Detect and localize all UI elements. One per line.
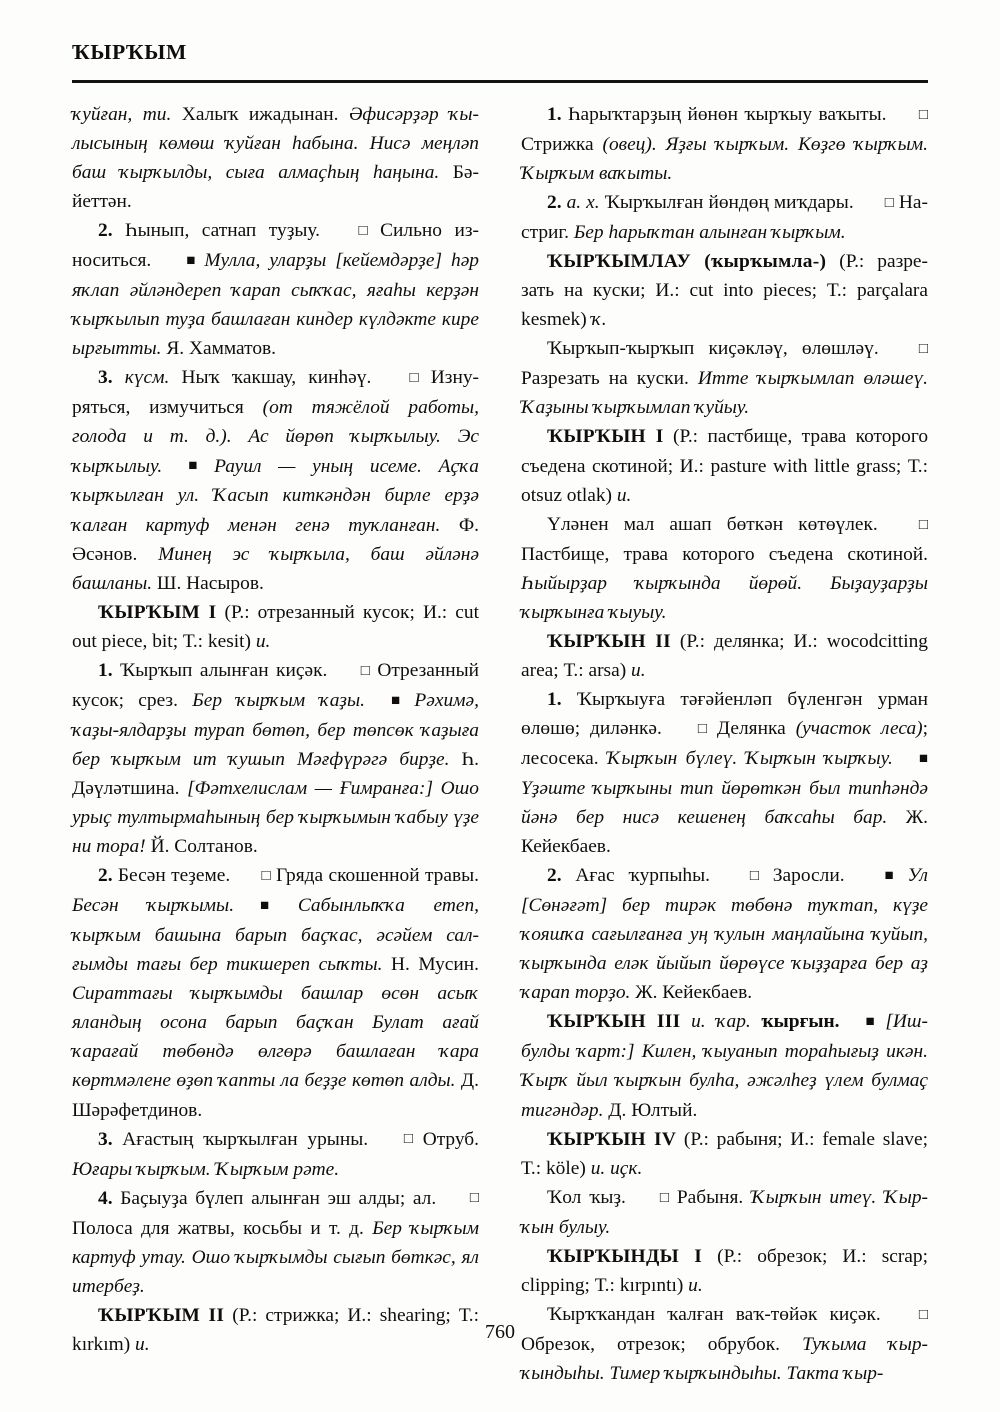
roman-text: (Р.: делянка; И.: wocodcitting area; Т.: arsa) <box>521 630 928 681</box>
dictionary-entry <box>521 1242 928 1300</box>
roman-text: Стрижка <box>521 133 603 155</box>
roman-text: Пастбище, трава которого съедена скотиной. <box>521 543 928 565</box>
roman-text: Ҡырҡыуға тәғәйенләп бүленгән урман өлөшө; диләнкә. <box>521 689 928 740</box>
roman-text: (Р.: разрезать на куски; И.: cut into pieces; Т.: parçalara kesmek) <box>521 251 928 331</box>
dictionary-sense <box>72 216 479 363</box>
roman-text: Үләнен мал ашап бөткән көтөүлек. <box>547 513 893 535</box>
roman-text: Бесән теҙеме. <box>112 865 236 887</box>
headword: ҠЫРҠЫН III <box>547 1011 681 1033</box>
italic-example-text: Ул [Сөнәғәт] бер тирәк төбөнә туҡтап, күҙе ҡояшҡа сағылғанға уң ҡулын маңлайына ҡуйып, ҡырҡында еләк йыйып йөрөүсе ҡыҙҙарға бер аҙ ҡарап торҙо. <box>521 865 928 1004</box>
dictionary-entry <box>521 627 928 685</box>
filled-square-marker-icon: ■ <box>390 692 401 709</box>
italic-example-text: ҡ. <box>591 309 607 331</box>
open-square-marker-icon: □ <box>918 106 928 123</box>
italic-example-text: ҡуйған, ти. <box>72 104 172 125</box>
italic-example-text: а. х. <box>561 192 600 214</box>
italic-example-text: Ҡырҡын бүлеү. Ҡырҡын ҡырҡыу. <box>606 748 893 770</box>
roman-text: Сильно износиться. <box>72 220 479 272</box>
roman-text: Й. Солтанов. <box>145 836 258 858</box>
sense-number: 2. <box>547 192 562 214</box>
sense-number: 1. <box>547 689 562 711</box>
headword: ҠЫРҠЫМ I <box>98 601 217 623</box>
roman-text: Полоса для жатвы, косьбы и т. д. <box>72 1217 373 1239</box>
roman-text: Д. Шәрәфетдинов. <box>72 1070 479 1121</box>
roman-text: Заросли. <box>758 865 859 887</box>
roman-text: Н. Мусин. <box>382 954 479 976</box>
italic-example-text: Мулла, уларҙы [кейемдәрҙе] һәр яҡлап әйләндереп ҡарап сыҡҡас, яғаһы керҙән ҡырҡылып туҙа башлаған киндер күлдәкте кире ырғытты. <box>72 250 479 360</box>
headword: ҠЫРҠЫНДЫ I <box>547 1245 703 1267</box>
italic-example-text: Һыйырҙар ҡырҡында йөрөй. Быҙауҙарҙы ҡырҡынға ҡыуыу. <box>521 572 928 623</box>
roman-text: Ҡырҡып-ҡырҡып киҫәкләү, өлөшләү. <box>547 338 893 360</box>
roman-text: Баҫыуҙа бүлеп алынған эш алды; ал. <box>112 1187 444 1209</box>
roman-text: Я. Хамматов. <box>161 338 277 360</box>
italic-example-text: Бесән ҡырҡымы. <box>72 895 235 917</box>
italic-example-text: күсм. <box>112 367 170 389</box>
italic-example-text: и. ҡар. <box>680 1011 751 1033</box>
roman-text: Ж. Кейекбаев. <box>630 982 753 1004</box>
open-square-marker-icon: □ <box>261 868 271 885</box>
filled-square-marker-icon: ■ <box>865 1014 875 1031</box>
headword: ҠЫРҠЫН II <box>547 630 671 652</box>
italic-example-text: [Фәтхелислам — Ғимранға:] Ошо урыҫ тултырмаһының бер ҡырҡымын ҡабыу үҙе ни тора! <box>72 777 479 858</box>
italic-example-text: Үҙәште ҡырҡыны тип йөрөткән был типһәндә йәнә бер нисә кешенең баҡсаһы бар. <box>521 777 928 829</box>
roman-text: Разрезать на куски. <box>521 368 698 390</box>
italic-example-text: и. <box>255 630 271 652</box>
italic-example-text: Бер һарыҡтан алынған ҡырҡым. <box>573 221 846 243</box>
sense-number: 2. <box>98 220 113 242</box>
dictionary-sense <box>72 1184 479 1301</box>
roman-text: ; лесосека. <box>521 718 928 770</box>
italic-example-text: [Ишбулды ҡарт:] Килен, ҡыуанып тораһығыҙ икән. Ҡырҡ йыл ҡырҡын булһа, әжәлһеҙ үлем булмаҫ тигәндәр. <box>521 1011 928 1121</box>
dictionary-definition <box>521 1300 928 1388</box>
italic-example-text: Бер ҡырҡым ҡаҙы. <box>192 689 365 711</box>
open-square-marker-icon: □ <box>918 341 928 358</box>
roman-text: Һ. Дәүләтшина. <box>72 748 479 799</box>
open-square-marker-icon: □ <box>360 662 370 679</box>
open-square-marker-icon: □ <box>409 370 419 387</box>
roman-text: Бәйеттән. <box>72 162 479 213</box>
italic-example-text: Ҡырҡын итеү. Ҡырҡын булыу. <box>521 1186 929 1238</box>
roman-text: Отрезанный кусок; срез. <box>72 659 479 711</box>
filled-square-marker-icon: ■ <box>186 253 196 270</box>
roman-text: Ф. Әсәнов. <box>72 514 480 565</box>
roman-text: (Р.: стрижка; И.: shearing; Т.: kırkım) <box>72 1304 479 1355</box>
roman-text: Рабыня. <box>668 1186 752 1208</box>
roman-text: Ҡырҡылған йөндөң миҡдары. <box>599 192 859 214</box>
italic-example-text: и. <box>616 484 632 506</box>
dictionary-entry <box>521 247 928 334</box>
sense-number: ҡырғын. <box>750 1011 840 1033</box>
roman-text: Ағас ҡурпыһы. <box>561 865 724 887</box>
italic-example-text: (от тяжёлой работы, голода и т. д.). Ас йөрөп ҡырҡылыу. Эс ҡырҡылыу. <box>72 397 479 477</box>
italic-example-text: и. иҫк. <box>590 1157 643 1179</box>
dictionary-sense <box>521 685 928 861</box>
left-column <box>72 100 479 1388</box>
right-column <box>521 100 928 1388</box>
roman-text: (Р.: отрезанный кусок; И.: cut out piece, bit; Т.: kesit) <box>72 601 479 652</box>
italic-example-text: Рауил — уның исеме. Аҫҡа ҡырҡылған ул. Ҡасып киткәндән бирле ерҙә ҡалған картуф менән генә туҡланған. <box>72 455 479 536</box>
roman-text: Д. Юлтый. <box>603 1099 698 1121</box>
headword: ҠЫРҠЫМЛАУ (ҡырҡымла-) <box>547 251 827 273</box>
italic-example-text: Итте ҡырҡымлап өләшеү. Ҡаҙыны ҡырҡымлап ҡуйыу. <box>521 368 928 419</box>
roman-text: Настриг. <box>521 192 928 243</box>
dictionary-sense <box>72 656 479 861</box>
dictionary-entry <box>521 1007 928 1124</box>
open-square-marker-icon: □ <box>469 1190 479 1207</box>
sense-number: 2. <box>547 865 562 887</box>
dictionary-sense <box>72 861 479 1124</box>
dictionary-sense <box>521 100 928 188</box>
page-number: 760 <box>485 1321 515 1343</box>
headword: ҠЫРҠЫН IV <box>547 1128 677 1150</box>
dictionary-definition <box>521 510 928 627</box>
italic-example-text: Әфисәрҙәр ҡылысының көмөш ҡуйған һабына. Нисә меңләп баш ҡырҡылды, сыға алмаҫһың һаңына. <box>72 104 479 184</box>
sense-number: 3. <box>98 367 113 389</box>
roman-text: Ныҡ ҡакшау, кинһәү. <box>169 367 384 389</box>
roman-text: Халыҡ ижадынан. <box>171 104 349 125</box>
dictionary-entry <box>521 1125 928 1183</box>
open-square-marker-icon: □ <box>358 223 368 240</box>
open-square-marker-icon: □ <box>918 1306 928 1323</box>
roman-text: Ҡырҡып алынған киҫәк. <box>112 659 335 681</box>
roman-text: Ж. Кейекбаев. <box>521 807 928 858</box>
filled-square-marker-icon: ■ <box>884 868 894 885</box>
roman-text: Делянка <box>706 718 796 740</box>
roman-text: Отруб. <box>412 1128 479 1150</box>
roman-text: Гряда скошенной травы. <box>270 865 479 887</box>
sense-number: 3. <box>98 1128 113 1150</box>
italic-example-text: Минең эс ҡырҡыла, баш әйләнә башланы. <box>72 543 480 594</box>
roman-text: Ҡол ҡыҙ. <box>547 1186 634 1208</box>
sense-number: 2. <box>98 865 113 887</box>
dictionary-definition <box>521 1183 928 1242</box>
text-columns <box>72 100 928 1388</box>
italic-example-text: (участок леса) <box>795 718 923 740</box>
roman-text: Ағастың ҡырҡылған урыны. <box>112 1128 378 1150</box>
open-square-marker-icon: □ <box>697 720 707 737</box>
italic-example-text: Сабынлыҡҡа етеп, ҡырҡым башына барып баҫҡас, әсәйем салғымды тағы бер тикшереп сыҡты. <box>72 895 479 976</box>
italic-example-text: Юғары ҡырҡым. Ҡырҡым рәте. <box>72 1158 340 1180</box>
roman-text: Изнуряться, измучиться <box>72 367 479 419</box>
filled-square-marker-icon: ■ <box>188 458 198 475</box>
open-square-marker-icon: □ <box>659 1189 669 1206</box>
header-rule <box>72 80 928 83</box>
italic-example-text: Туҡыма ҡырҡындыһы. Тимер ҡырҡындыһы. Такта ҡыр- <box>521 1333 929 1384</box>
roman-text: Һынып, сатнап туҙыу. <box>112 220 333 242</box>
open-square-marker-icon: □ <box>918 516 928 533</box>
roman-text: Ҡырҡҡандан ҡалған ваҡ-төйәк киҫәк. <box>547 1304 893 1326</box>
dictionary-sense <box>521 188 928 247</box>
italic-example-text: Рәхимә, ҡаҙы-ялдарҙы турап бөтөп, бер төпсөк ҡаҙыға бер ҡырҡым ит ҡушып Мәғфүрәгә бирҙе. <box>72 689 479 770</box>
sense-number: 1. <box>98 659 113 681</box>
italic-example-text: (овец). Яҙғы ҡырҡым. Көҙгө ҡырҡым. Ҡырҡым ваҡыты. <box>521 133 928 184</box>
italic-example-text: Сираттағы ҡырҡымды башлар өсөн асыҡ яландың осона барып баҫҡан Булат ағай ҡарағай төбөндә өлгөрә башлаған ҡара көртмәлене өҙөп ҡапты ла беҙҙе көтөп алды. <box>72 983 479 1092</box>
roman-text: (Р.: рабыня; И.: female slave; Т.: köle) <box>521 1128 928 1179</box>
roman-text: (Р.: пастбище, трава которого съедена скотиной; И.: pasture with little grass; Т.: otsuz otlak) <box>521 426 929 506</box>
headword: ҠЫРҠЫН I <box>547 426 664 448</box>
filled-square-marker-icon: ■ <box>260 897 270 914</box>
italic-example-text: и. <box>631 659 646 681</box>
page-running-head: ҠЫРҠЫМ <box>72 40 187 64</box>
roman-text: Һарыҡтарҙың йөнөн ҡырҡыу ваҡыты. <box>561 104 893 125</box>
open-square-marker-icon: □ <box>403 1131 413 1148</box>
dictionary-entry <box>72 598 479 656</box>
dictionary-continuation <box>72 100 479 216</box>
roman-text: (Р.: обрезок; И.: scrap; clipping; Т.: kırpıntı) <box>521 1245 928 1296</box>
dictionary-sense <box>72 1125 479 1184</box>
italic-example-text: и. <box>688 1274 703 1296</box>
roman-text: Ш. Насыров. <box>152 572 264 594</box>
open-square-marker-icon: □ <box>884 194 894 211</box>
headword: ҠЫРҠЫМ II <box>98 1304 225 1326</box>
filled-square-marker-icon: ■ <box>918 750 928 767</box>
dictionary-sense <box>521 861 928 1007</box>
sense-number: 4. <box>98 1187 113 1209</box>
italic-example-text: и. <box>135 1333 150 1355</box>
dictionary-entry <box>521 422 928 509</box>
italic-example-text: Бер ҡырҡым картуф утау. Ошо ҡырҡымды сығып бөткәс, ял итербеҙ. <box>72 1217 480 1297</box>
sense-number: 1. <box>547 104 562 125</box>
dictionary-definition <box>521 334 928 422</box>
dictionary-sense <box>72 363 479 597</box>
roman-text: Обрезок, отрезок; обрубок. <box>521 1333 803 1355</box>
open-square-marker-icon: □ <box>749 868 759 885</box>
